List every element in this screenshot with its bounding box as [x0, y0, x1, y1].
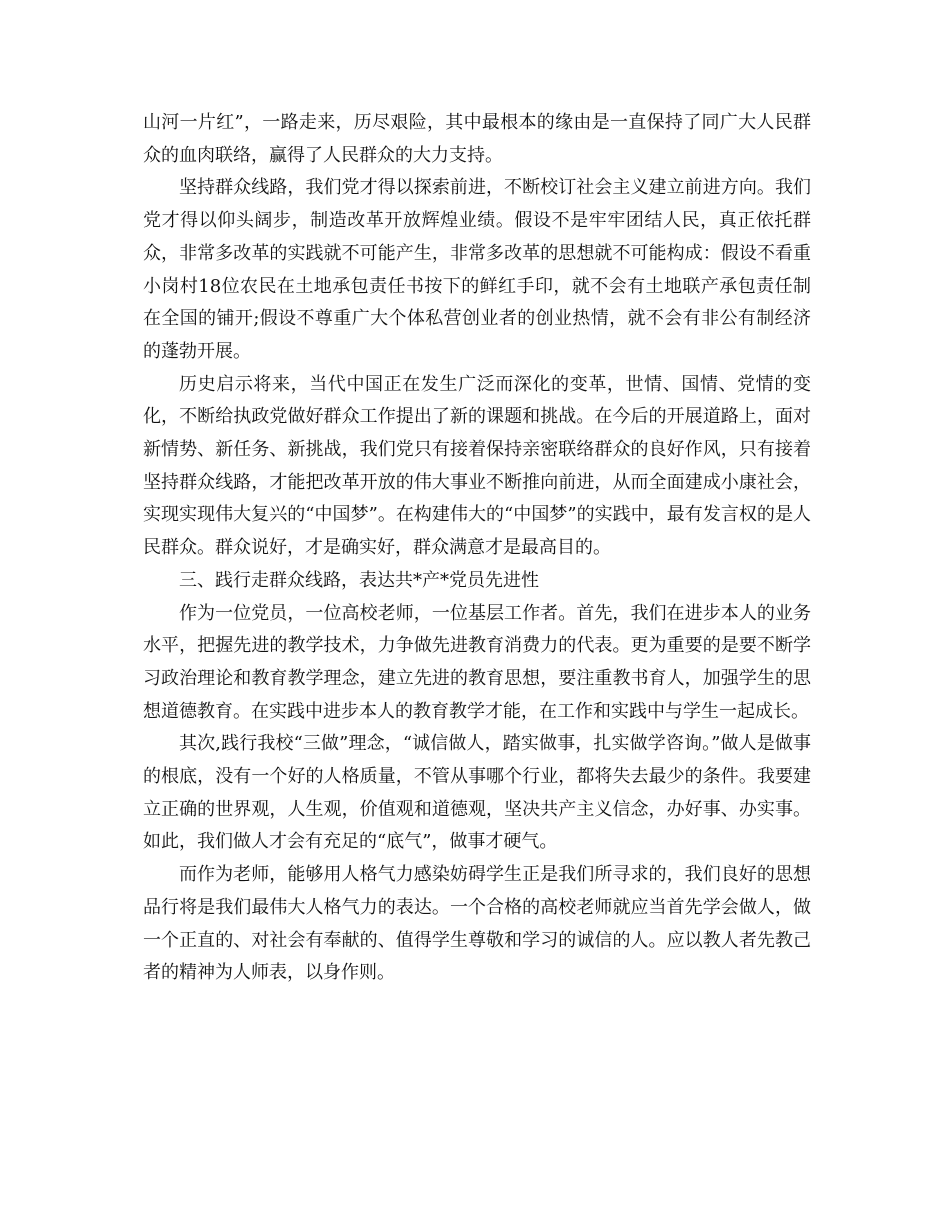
- paragraph-1: 山河一片红”，一路走来，历尽艰险，其中最根本的缘由是一直保持了同广大人民群众的血肉联络，赢得了人民群众的大力支持。: [143, 112, 811, 166]
- paragraph-6: 而作为老师，能够用人格气力感染妨碍学生正是我们所寻求的，我们良好的思想品行将是我们最伟大人格气力的表达。一个合格的高校老师就应当首先学会做人，做一个正直的、对社会有奉献的、值得学生尊敬和学习的诚信的人。应以教人者先教己者的精神为人师表，以身作则。: [143, 864, 811, 984]
- paragraph-5: 其次,践行我校“三做”理念，“诚信做人，踏实做事，扎实做学咨询。”做人是做事的根底，没有一个好的人格质量，不管从事哪个行业，都将失去最少的条件。我要建立正确的世界观，人生观，价值观和道德观，坚决共产主义信念，办好事、办实事。如此，我们做人才会有充足的“底气”，做事才硬气。: [143, 733, 811, 853]
- paragraph-4: 作为一位党员，一位高校老师，一位基层工作者。首先，我们在进步本人的业务水平，把握先进的教学技术，力争做先进教育消费力的代表。更为重要的是要不断学习政治理论和教育教学理念，建立先进的教育思想，要注重教书育人，加强学生的思想道德教育。在实践中进步本人的教育教学才能，在工作和实践中与学生一起成长。: [143, 602, 811, 722]
- section-heading: 三、践行走群众线路，表达共*产*党员先进性: [179, 569, 539, 591]
- paragraph-2: 坚持群众线路，我们党才得以探索前进，不断校订社会主义建立前进方向。我们党才得以仰头阔步，制造改革开放辉煌业绩。假设不是牢牢团结人民，真正依托群众，非常多改革的实践就不可能产生，非常多改革的思想就不可能构成：假设不看重小岗村18位农民在土地承包责任书按下的鲜红手印，就不会有土地联产承包责任制在全国的铺开;假设不尊重广大个体私营创业者的创业热情，就不会有非公有制经济的蓬勃开展。: [143, 177, 811, 362]
- paragraph-3: 历史启示将来，当代中国正在发生广泛而深化的变革，世情、国情、党情的变化，不断给执政党做好群众工作提出了新的课题和挑战。在今后的开展道路上，面对新情势、新任务、新挑战，我们党只有接着保持亲密联络群众的良好作风，只有接着坚持群众线路，才能把改革开放的伟大事业不断推向前进，从而全面建成小康社会，实现实现伟大复兴的“中国梦”。在构建伟大的“中国梦”的实践中，最有发言权的是人民群众。群众说好，才是确实好，群众满意才是最高目的。: [143, 373, 811, 559]
- document-body: [143, 107, 811, 990]
